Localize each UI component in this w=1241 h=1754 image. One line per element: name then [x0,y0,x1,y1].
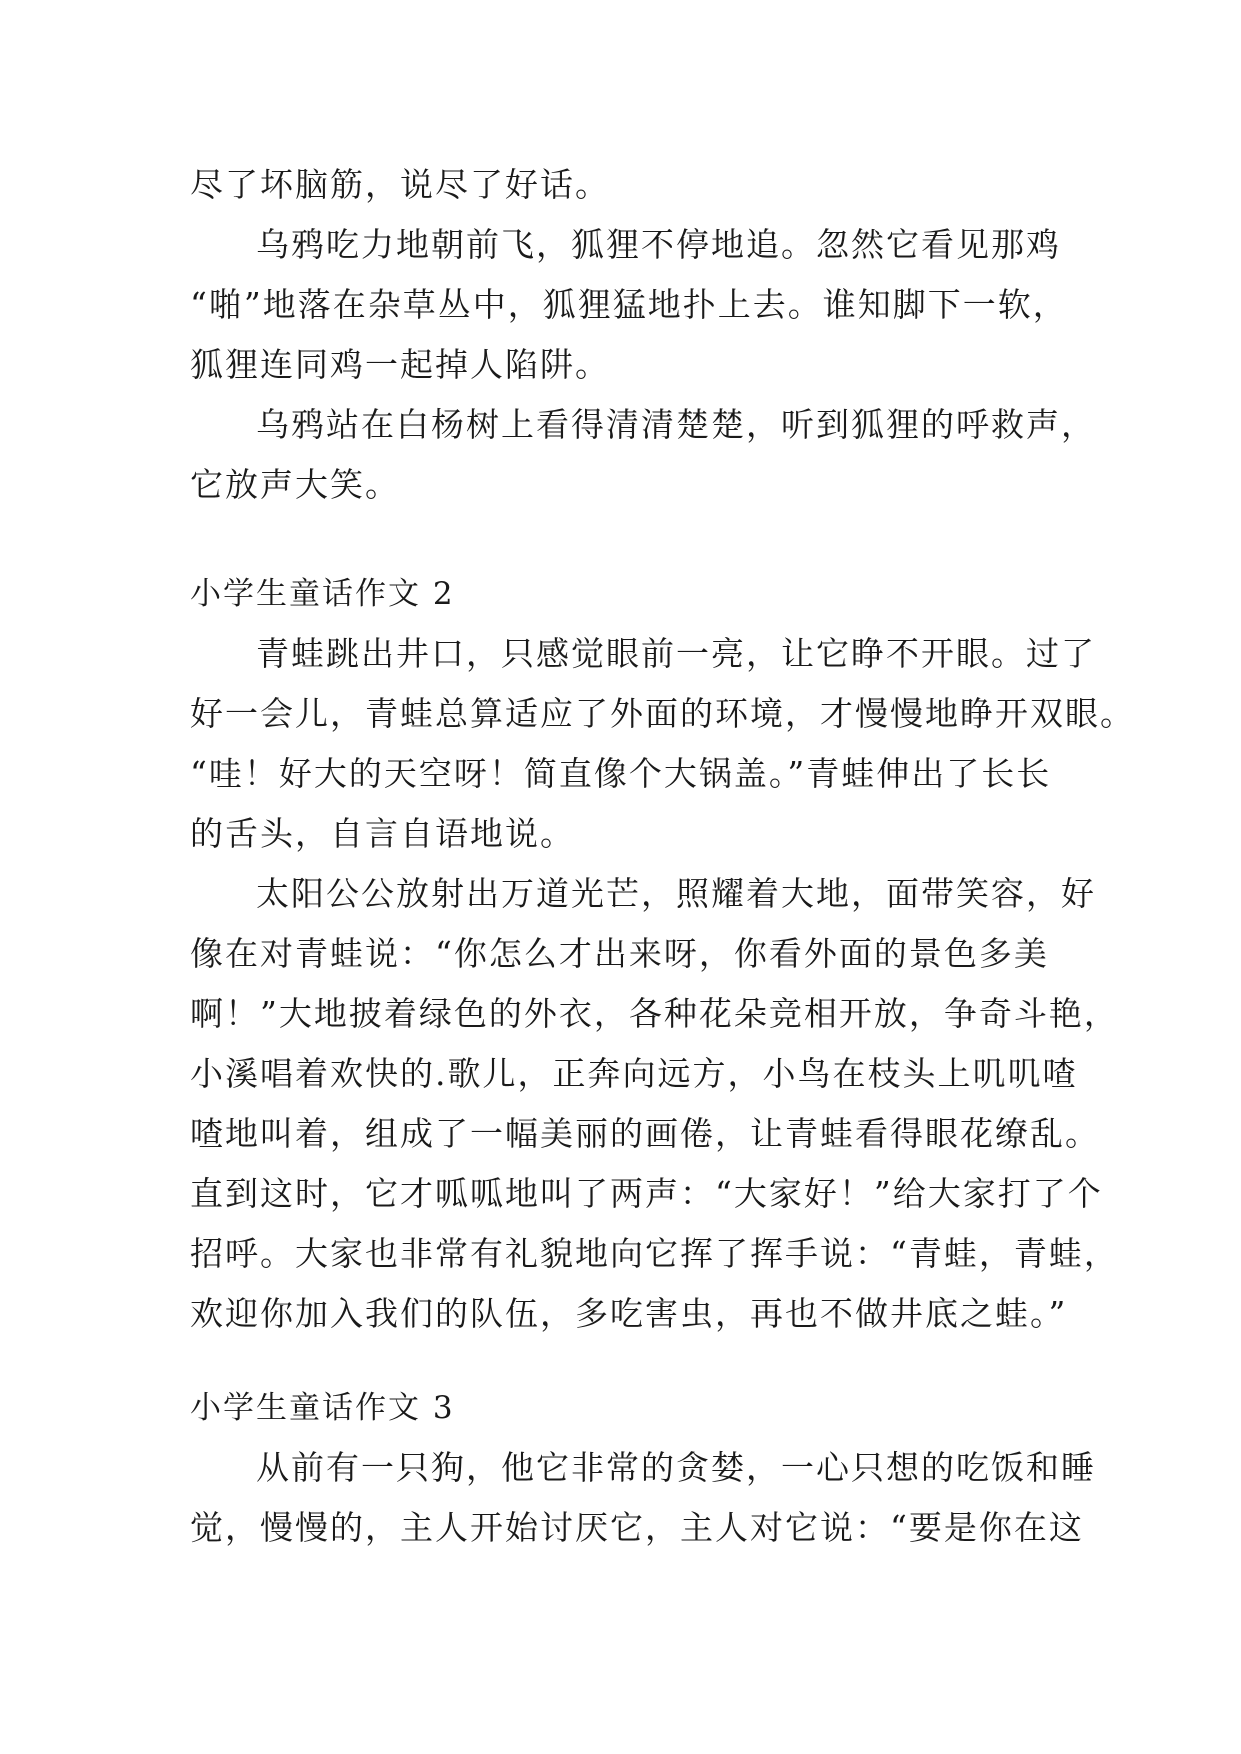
section-heading: 小学生童话作文 2 [190,576,455,612]
text-line: “哇！好大的天空呀！简直像个大锅盖。”青蛙伸出了长长 [190,754,1052,793]
text-line: 喳地叫着，组成了一幅美丽的画倦，让青蛙看得眼花缭乱。 [190,1114,1100,1153]
text-line: 狐狸连同鸡一起掉人陷阱。 [190,345,610,384]
text-line: 直到这时，它才呱呱地叫了两声：“大家好！”给大家打了个 [190,1174,1103,1213]
story-1-continuation [190,155,1096,515]
text-line: 它放声大笑。 [190,465,400,504]
paragraph-line: 乌鸦站在白杨树上看得清清楚楚，听到狐狸的呼救声， [256,405,1096,444]
text-line: 好一会儿，青蛙总算适应了外面的环境，才慢慢地睁开双眼。 [190,694,1135,733]
text-line: 招呼。大家也非常有礼貌地向它挥了挥手说：“青蛙，青蛙， [190,1234,1119,1273]
story-3 [190,1378,1096,1558]
text-line: 欢迎你加入我们的队伍，多吃害虫，再也不做井底之蛙。” [190,1294,1068,1333]
paragraph-line: 从前有一只狗，他它非常的贪婪，一心只想的吃饭和睡 [256,1448,1096,1487]
text-line: 尽了坏脑筋，说尽了好话。 [190,165,610,204]
text-line: 啊！”大地披着绿色的外衣，各种花朵竞相开放，争奇斗艳， [190,994,1119,1033]
section-heading: 小学生童话作文 3 [190,1390,455,1426]
text-line: 像在对青蛙说：“你怎么才出来呀，你看外面的景色多美 [190,934,1049,973]
paragraph-line: 乌鸦吃力地朝前飞，狐狸不停地追。忽然它看见那鸡 [256,225,1061,264]
paragraph-line: 太阳公公放射出万道光芒，照耀着大地，面带笑容，好 [256,874,1096,913]
story-2 [190,564,1135,1344]
text-line: 小溪唱着欢快的.歌儿，正奔向远方，小鸟在枝头上叽叽喳 [190,1054,1078,1093]
text-line: 的舌头，自言自语地说。 [190,814,575,853]
text-line: 觉，慢慢的，主人开始讨厌它，主人对它说：“要是你在这 [190,1508,1084,1547]
text-line: “啪”地落在杂草丛中，狐狸猛地扑上去。谁知脚下一软， [190,285,1068,324]
paragraph-line: 青蛙跳出井口，只感觉眼前一亮，让它睁不开眼。过了 [256,634,1096,673]
